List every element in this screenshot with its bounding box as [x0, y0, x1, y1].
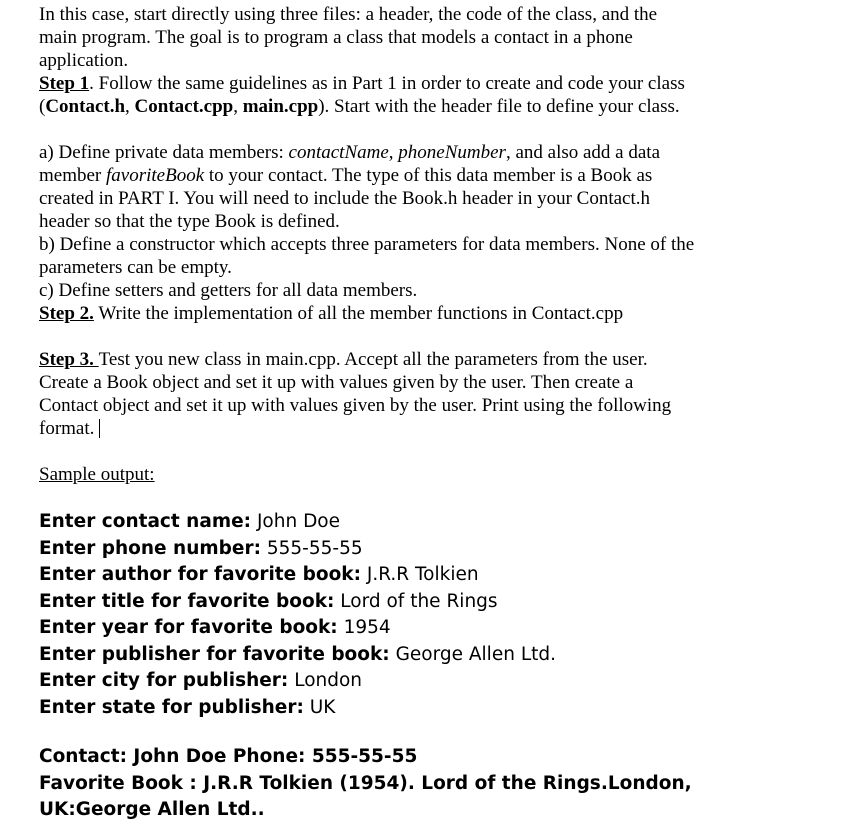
member-name: favoriteBook	[106, 165, 205, 186]
prompt-line	[39, 536, 739, 563]
step1-text: ). Start with the header file to define your class.	[318, 96, 680, 117]
prompt-answer: Lord of the Rings	[334, 590, 498, 612]
separator: ,	[233, 96, 243, 117]
prompt-answer: 1954	[337, 617, 391, 638]
part-a-line4: header so that the type Book is defined.	[39, 211, 340, 232]
prompt-answer: 555-55-55	[260, 537, 363, 559]
blank-line	[39, 486, 739, 509]
step2-line	[39, 302, 739, 325]
prompt-line	[39, 562, 739, 589]
document-body	[39, 3, 739, 824]
step3-line3: Contact object and set it up with values given by the user. Print using the following	[39, 395, 672, 416]
paren: (	[39, 96, 46, 117]
prompt-question: Enter city for publisher:	[39, 670, 289, 691]
prompt-line	[39, 668, 739, 695]
file-name: main.cpp	[242, 96, 319, 117]
sample-heading: Sample output:	[39, 464, 155, 485]
result-line: UK:George Allen Ltd..	[39, 799, 265, 820]
prompt-answer: J.R.R Tolkien	[361, 564, 479, 585]
intro-line: main program. The goal is to program a class that models a contact in a phone	[39, 27, 633, 48]
step3-text: format.	[39, 418, 95, 439]
part-b-line2: parameters can be empty.	[39, 257, 232, 278]
member-name: phoneNumber	[398, 142, 506, 163]
instructions	[39, 3, 739, 509]
prompt-question: Enter author for favorite book:	[39, 564, 361, 585]
prompt-answer: London	[288, 670, 363, 691]
separator: ,	[125, 96, 135, 117]
step3-line4[interactable]	[39, 417, 739, 440]
step1-line1	[39, 72, 739, 95]
prompt-answer: John Doe	[251, 511, 341, 532]
prompt-line	[39, 589, 739, 616]
prompt-list	[39, 509, 739, 721]
prompt-line	[39, 509, 739, 536]
file-name: Contact.cpp	[134, 96, 234, 117]
prompt-answer: George Allen Ltd.	[389, 643, 556, 665]
prompt-question: Enter contact name:	[39, 511, 252, 532]
part-b-line1: b) Define a constructor which accepts three parameters for data members. None of the	[39, 234, 695, 255]
part-a-line1	[39, 141, 739, 164]
prompt-question: Enter state for publisher:	[39, 696, 304, 718]
step1-text: . Follow the same guidelines as in Part 1 in order to create and code your class	[89, 73, 685, 94]
part-a-text: a) Define private data members:	[39, 142, 289, 163]
blank-line	[39, 325, 739, 348]
result-line: Favorite Book : J.R.R Tolkien (1954). Lord of the Rings.London,	[39, 772, 692, 794]
prompt-line	[39, 642, 739, 669]
step3-text: Test you new class in main.cpp. Accept all the parameters from the user.	[98, 349, 648, 370]
step3-label: Step 3.	[39, 349, 99, 370]
prompt-line	[39, 615, 739, 642]
blank-line	[39, 440, 739, 463]
part-a-line3: created in PART I. You will need to include the Book.h header in your Contact.h	[39, 188, 650, 209]
step1-label: Step 1	[39, 73, 90, 94]
prompt-question: Enter publisher for favorite book:	[39, 643, 390, 665]
prompt-question: Enter phone number:	[39, 537, 261, 559]
text-cursor	[99, 419, 100, 438]
prompt-line	[39, 695, 739, 722]
step3-line2: Create a Book object and set it up with values given by the user. Then create a	[39, 372, 634, 393]
result-line: Contact: John Doe Phone: 555-55-55	[39, 746, 418, 767]
blank-line	[39, 721, 739, 744]
prompt-answer: UK	[303, 696, 336, 718]
step3-line1	[39, 348, 739, 371]
intro-line: application.	[39, 50, 129, 71]
part-c-line1: c) Define setters and getters for all data members.	[39, 280, 418, 301]
step2-label: Step 2.	[39, 303, 94, 324]
part-a-text: , and also add a data	[505, 142, 661, 163]
blank-line	[39, 118, 739, 141]
part-a-text: member	[39, 165, 107, 186]
member-name: contactName	[288, 142, 389, 163]
intro-line: In this case, start directly using three files: a header, the code of the class, and the	[39, 4, 658, 25]
sample-output	[39, 509, 739, 824]
step2-text: Write the implementation of all the member functions in Contact.cpp	[93, 303, 624, 324]
step1-line2	[39, 95, 739, 118]
file-name: Contact.h	[45, 96, 126, 117]
part-a-text: to your contact. The type of this data member is a Book as	[204, 165, 653, 186]
prompt-question: Enter year for favorite book:	[39, 617, 338, 638]
separator: ,	[388, 142, 399, 163]
prompt-question: Enter title for favorite book:	[39, 590, 335, 612]
part-a-line2	[39, 164, 739, 187]
